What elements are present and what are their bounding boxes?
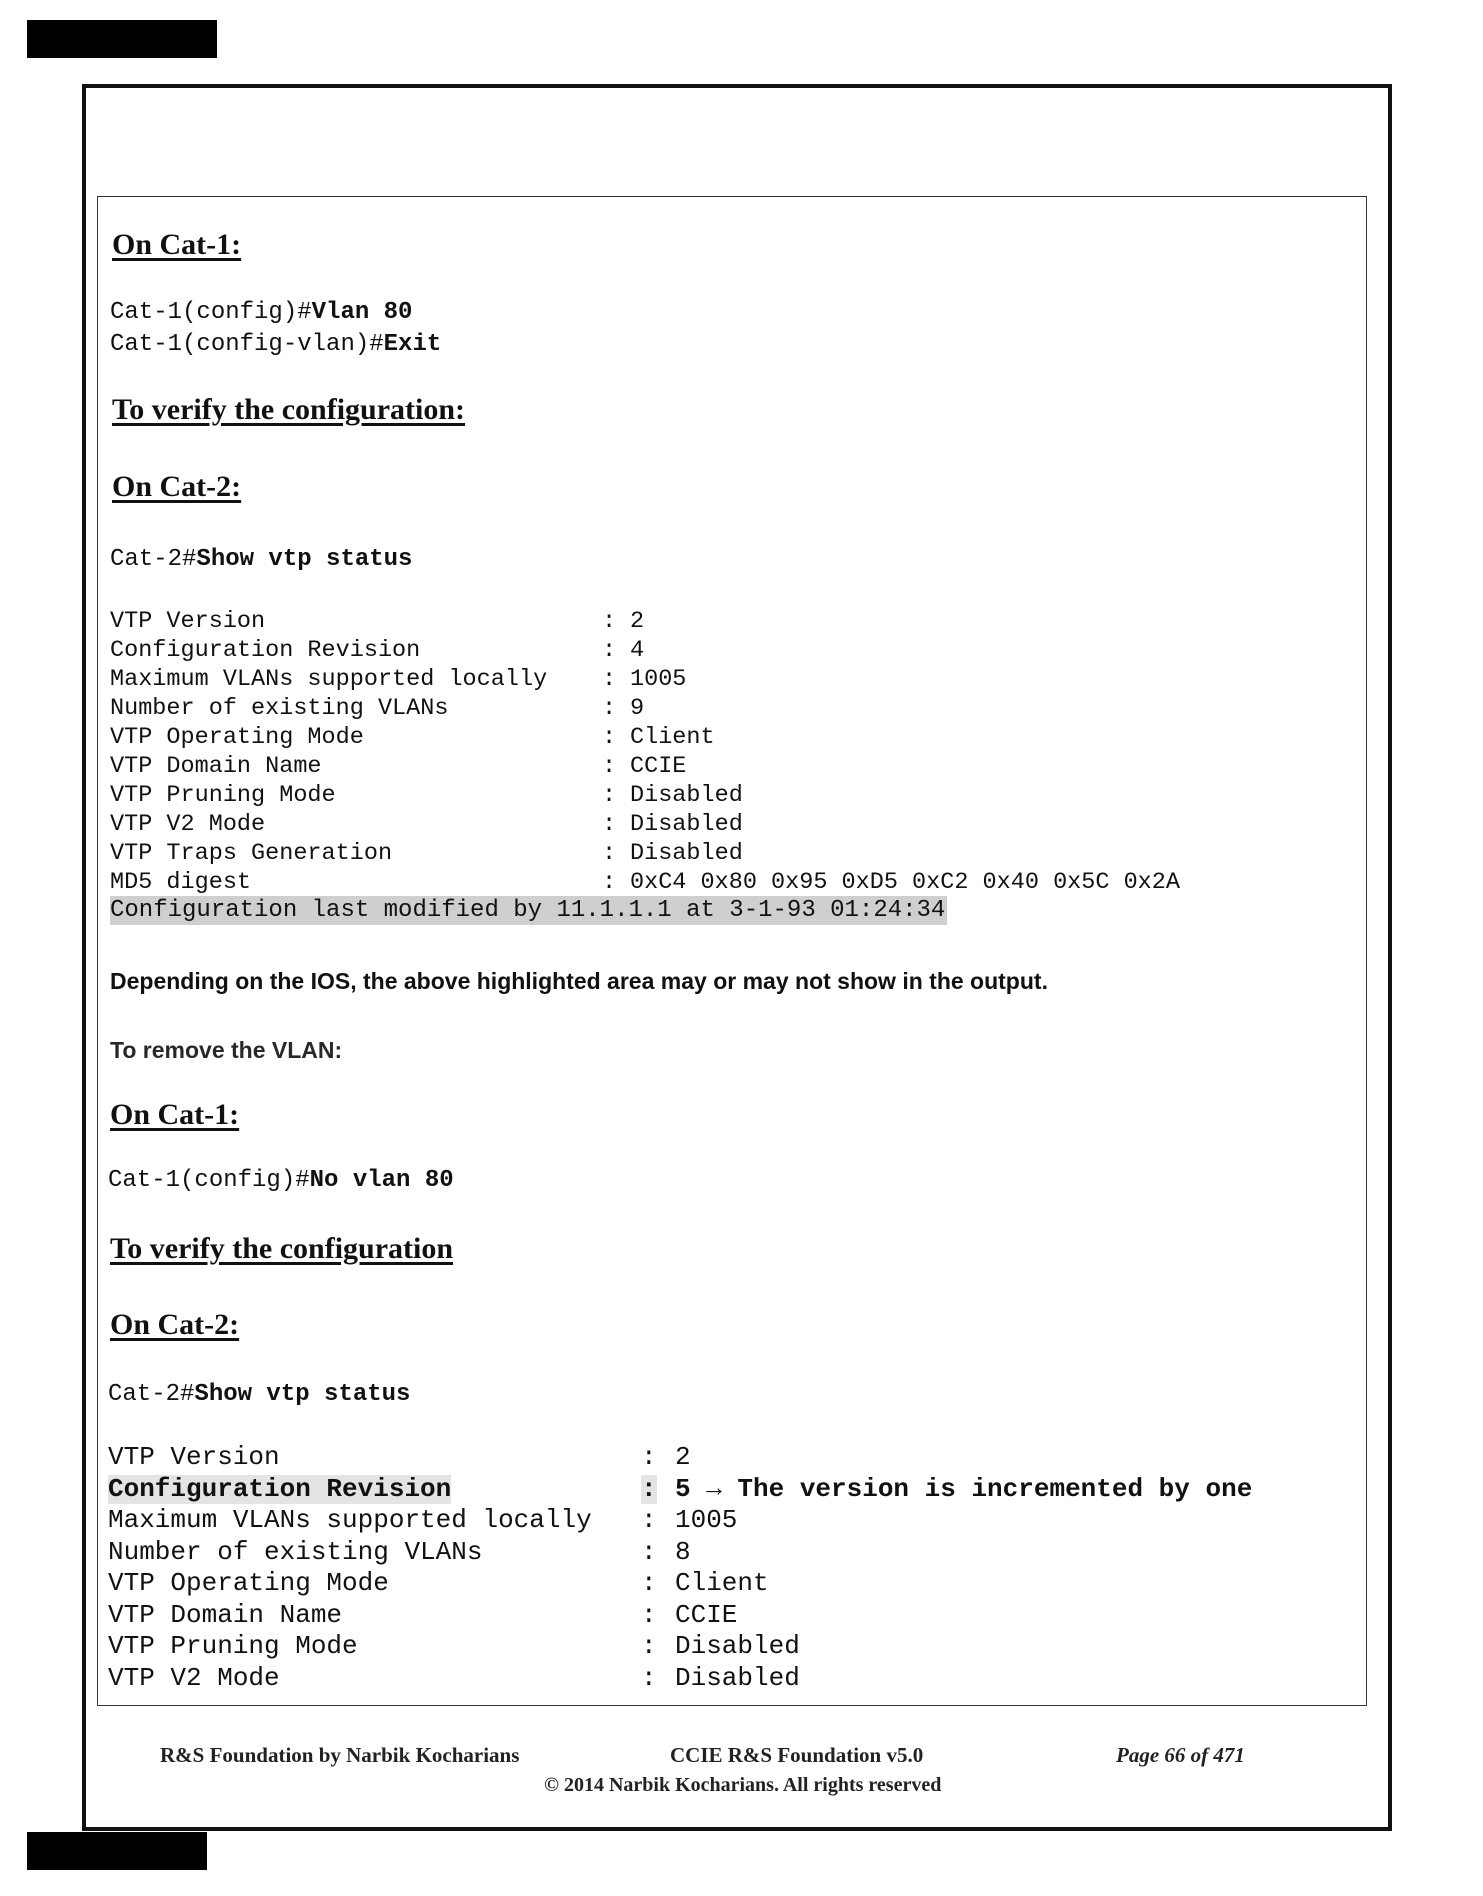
status-row	[108, 1601, 1258, 1630]
status-row	[108, 1475, 1258, 1504]
status-value: 2	[675, 1442, 691, 1472]
command-line	[108, 1166, 454, 1195]
footer-title: CCIE R&S Foundation v5.0	[670, 1743, 924, 1767]
status-row	[110, 636, 1260, 665]
status-colon: :	[641, 1505, 657, 1535]
status-label: VTP V2 Mode	[110, 811, 266, 838]
status-value: CCIE	[630, 753, 687, 780]
status-value: 2	[630, 608, 645, 635]
status-label: VTP V2 Mode	[108, 1662, 280, 1693]
status-label: VTP Operating Mode	[108, 1568, 389, 1598]
status-colon: :	[641, 1473, 657, 1504]
status-row	[108, 1506, 1258, 1535]
footer-copyright: © 2014 Narbik Kocharians. All rights reserved	[544, 1774, 942, 1796]
status-value: Client	[675, 1568, 769, 1598]
status-value: 8	[675, 1536, 691, 1567]
command-prompt: Cat-2#	[110, 546, 197, 573]
note-remove-vlan: To remove the VLAN:	[110, 1037, 343, 1063]
status-value: 9	[630, 695, 645, 722]
status-colon: :	[602, 724, 617, 751]
status-label: VTP Traps Generation	[110, 840, 393, 867]
highlighted-line: Configuration last modified by 11.1.1.1 at 3-1-93 01:24:34	[110, 897, 946, 924]
command-text: No vlan 80	[309, 1167, 454, 1194]
status-row	[110, 665, 1260, 694]
status-colon: :	[641, 1599, 657, 1630]
status-colon: :	[602, 840, 617, 867]
status-value: CCIE	[675, 1599, 738, 1630]
command-text: Vlan 80	[311, 299, 413, 326]
status-row	[110, 810, 1260, 839]
command-prompt: Cat-1(config-vlan)#	[110, 331, 384, 358]
heading-verify-config: To verify the configuration:	[112, 393, 466, 426]
status-colon: :	[641, 1662, 657, 1693]
status-value: Disabled	[630, 811, 743, 838]
status-value: 4	[630, 637, 645, 664]
status-colon: :	[641, 1568, 657, 1598]
status-row	[108, 1632, 1258, 1661]
status-colon: :	[602, 608, 617, 635]
status-label: Number of existing VLANs	[108, 1536, 483, 1567]
heading-on-cat1: On Cat-1:	[112, 228, 242, 261]
status-row	[110, 694, 1260, 723]
status-value: 0xC4 0x80 0x95 0xD5 0xC2 0x40 0x5C 0x2A	[630, 869, 1180, 896]
status-colon: :	[602, 811, 617, 838]
command-line	[110, 545, 412, 574]
status-colon: :	[641, 1536, 657, 1567]
footer-page-number: Page 66 of 471	[1116, 1743, 1245, 1767]
status-colon: :	[602, 695, 617, 722]
status-colon: :	[641, 1442, 657, 1472]
footer-author: R&S Foundation by Narbik Kocharians	[160, 1743, 520, 1767]
status-label: VTP Operating Mode	[110, 724, 364, 751]
status-row	[110, 868, 1260, 897]
status-colon: :	[602, 666, 617, 693]
command-line	[110, 330, 441, 359]
command-prompt: Cat-1(config)#	[110, 299, 312, 326]
status-label: MD5 digest	[110, 869, 252, 896]
command-prompt: Cat-1(config)#	[108, 1167, 310, 1194]
redaction-bar-top	[27, 20, 217, 58]
status-value: Disabled	[675, 1631, 800, 1661]
status-label: VTP Pruning Mode	[110, 782, 336, 809]
status-label: Number of existing VLANs	[110, 695, 449, 722]
status-value: Client	[630, 724, 715, 751]
status-value: 1005	[675, 1505, 738, 1535]
status-row	[110, 839, 1260, 868]
heading-on-cat2-second: On Cat-2:	[110, 1308, 240, 1341]
status-row	[108, 1664, 1258, 1693]
status-row	[108, 1443, 1258, 1472]
command-text: Exit	[383, 331, 442, 358]
status-value: Disabled	[630, 782, 743, 809]
status-label: Maximum VLANs supported locally	[108, 1505, 592, 1535]
heading-verify-config-second: To verify the configuration	[110, 1232, 454, 1265]
status-row	[110, 607, 1260, 636]
status-colon: :	[602, 782, 617, 809]
command-text: Show vtp status	[194, 1381, 411, 1408]
heading-on-cat1-second: On Cat-1:	[110, 1098, 240, 1131]
status-value: 1005	[630, 666, 687, 693]
status-value: Disabled	[630, 840, 743, 867]
status-label: VTP Pruning Mode	[108, 1631, 358, 1661]
command-prompt: Cat-2#	[108, 1381, 195, 1408]
command-line	[110, 298, 412, 327]
status-row	[110, 752, 1260, 781]
status-colon: :	[641, 1631, 657, 1661]
status-row	[108, 1538, 1258, 1567]
status-label: VTP Version	[108, 1442, 280, 1472]
status-value: Disabled	[675, 1662, 800, 1693]
status-row	[110, 781, 1260, 810]
status-label: VTP Domain Name	[110, 753, 322, 780]
status-colon: :	[602, 637, 617, 664]
status-colon: :	[602, 869, 617, 896]
status-colon: :	[602, 753, 617, 780]
heading-on-cat2: On Cat-2:	[112, 470, 242, 503]
page-footer	[150, 1743, 1280, 1803]
status-label: Configuration Revision	[110, 637, 421, 664]
status-value: 5 → The version is incremented by one	[675, 1473, 1253, 1504]
note-depending: Depending on the IOS, the above highlighted area may or may not show in the output.	[110, 968, 1048, 994]
status-label: VTP Version	[110, 608, 266, 635]
status-label: VTP Domain Name	[108, 1599, 343, 1630]
status-row	[108, 1569, 1258, 1598]
redaction-bar-bottom	[27, 1832, 207, 1870]
status-label: Configuration Revision	[108, 1473, 452, 1504]
status-row	[110, 723, 1260, 752]
command-line	[108, 1380, 410, 1409]
command-text: Show vtp status	[196, 546, 413, 573]
status-label: Maximum VLANs supported locally	[110, 666, 548, 693]
